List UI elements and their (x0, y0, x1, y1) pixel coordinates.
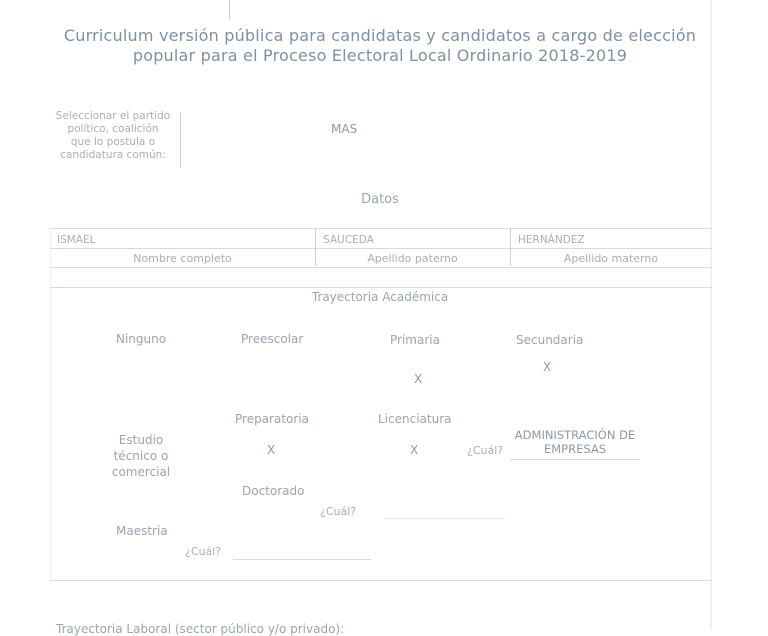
datos-top-rule (50, 228, 712, 229)
paternal-label: Apellido paterno (367, 252, 458, 265)
licenciatura-mark: X (410, 443, 419, 457)
estudio-tecnico-label (104, 432, 178, 480)
paternal-value: SAUCEDA (323, 234, 374, 246)
career-line-1: ADMINISTRACIÓN DE (514, 428, 636, 442)
maternal-value: HERNÁNDEZ (518, 234, 585, 246)
secundaria-label: Secundaria (516, 333, 584, 347)
name-label: Nombre completo (133, 252, 232, 265)
licenciatura-cual-label: ¿Cuál? (467, 444, 504, 457)
first-name-value: ISMAEL (57, 234, 96, 246)
licenciatura-career-value (510, 428, 640, 456)
academic-heading: Trayectoria Académica (311, 290, 449, 304)
datos-bottom-rule (50, 267, 712, 268)
party-label-line-3: que lo postula o (70, 136, 156, 148)
maestria-cual-line (233, 559, 371, 560)
career-underline (510, 459, 640, 460)
party-value: MAS (331, 122, 358, 136)
top-tick (229, 0, 230, 20)
primaria-mark: X (414, 372, 423, 386)
party-label (48, 110, 178, 162)
title-line-2: popular para el Proceso Electoral Local Ordinario 2018-2019 (132, 46, 628, 65)
maternal-label: Apellido materno (563, 252, 659, 265)
doctorado-cual-label: ¿Cuál? (320, 505, 357, 518)
academic-bottom-rule (50, 580, 712, 581)
preparatoria-label: Preparatoria (235, 412, 310, 426)
estudio-line-3: comercial (111, 465, 171, 479)
licenciatura-label: Licenciatura (378, 412, 452, 426)
scan-edge-left (50, 230, 51, 585)
preparatoria-mark: X (267, 443, 276, 457)
datos-mid-rule (50, 248, 712, 249)
doctorado-cual-line (385, 518, 505, 519)
party-divider (180, 112, 181, 168)
datos-heading: Datos (361, 192, 399, 207)
primaria-label: Primaria (390, 333, 440, 347)
scan-edge-right (710, 0, 712, 630)
estudio-line-1: Estudio (118, 433, 164, 447)
labor-heading: Trayectoria Laboral (sector público y/o privado): (56, 622, 345, 636)
secundaria-mark: X (543, 360, 552, 374)
preescolar-label: Preescolar (241, 332, 304, 346)
estudio-line-2: técnico o (113, 449, 169, 463)
party-label-line-2: político, coalición (67, 123, 159, 135)
career-line-2: EMPRESAS (543, 442, 607, 456)
document-title (40, 26, 720, 66)
party-label-line-4: candidatura común: (60, 149, 166, 161)
party-label-line-1: Seleccionar el partido (55, 110, 171, 122)
ninguno-label: Ninguno (116, 332, 167, 346)
maestria-label: Maestria (116, 524, 168, 538)
academic-top-rule (50, 287, 712, 288)
doctorado-label: Doctorado (242, 484, 305, 498)
maestria-cual-label: ¿Cuál? (185, 545, 222, 558)
title-line-1: Curriculum versión pública para candidatas y candidatos a cargo de elección (63, 26, 697, 45)
